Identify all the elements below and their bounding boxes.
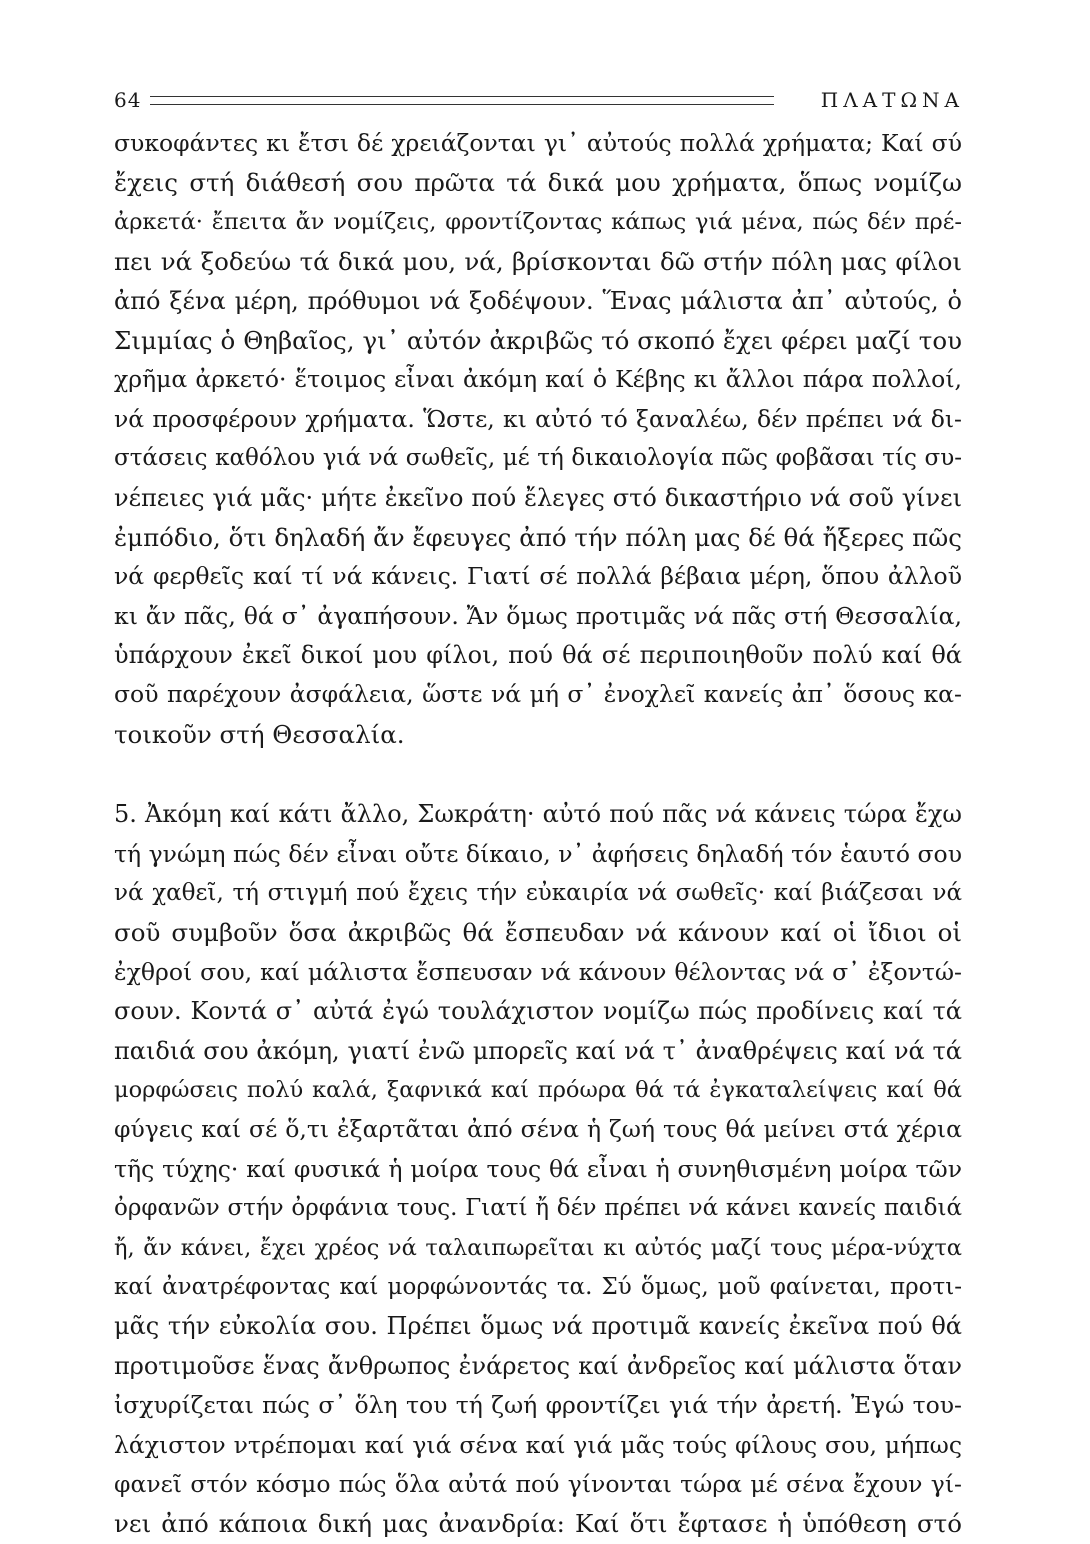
text-line: φύγεις καί σέ ὅ,τι ἐξαρτᾶται ἀπό σένα ἡ ζωή τους θά μείνει στά χέρια <box>114 1115 962 1144</box>
text-line: τῆς τύχης· καί φυσικά ἡ μοίρα τους θά εἶναι ἡ συνηθισμένη μοίρα τῶν <box>114 1154 962 1183</box>
text-line: στάσεις καθόλου γιά νά σωθεῖς, μέ τή δικαιολογία πῶς φοβᾶσαι τίς συ- <box>114 445 962 472</box>
text-line: νά φερθεῖς καί τί νά κάνεις. Γιατί σέ πολλά βέβαια μέρη, ὅπου ἀλλοῦ <box>114 562 962 591</box>
text-line: νά χαθεῖ, τή στιγμή πού ἔχεις τήν εὐκαιρία νά σωθεῖς· καί βιάζεσαι νά <box>114 880 962 907</box>
text-line: ἐμπόδιο, ὅτι δηλαδή ἄν ἔφευγες ἀπό τήν πόλη μας δέ θά ἤξερες πῶς <box>114 522 962 552</box>
paragraph-gap <box>114 754 962 795</box>
text-line: λάχιστον ντρέπομαι καί γιά σένα καί γιά μᾶς τούς φίλους σου, μήπως <box>114 1430 962 1459</box>
text-line: ἀπό ξένα μέρη, πρόθυμοι νά ξοδέψουν. Ἕνας μάλιστα ἀπ᾽ αὐτούς, ὁ <box>114 286 962 315</box>
text-line: ἔχεις στή διάθεσή σου πρῶτα τά δικά μου χρήματα, ὅπως νομίζω <box>114 168 962 198</box>
header-double-rule <box>150 96 774 105</box>
page-header <box>114 86 964 114</box>
text-line: μορφώσεις πολύ καλά, ξαφνικά καί πρόωρα θά τά ἐγκαταλείψεις καί θά <box>114 1076 962 1103</box>
text-line: συκοφάντες κι ἔτσι δέ χρειάζονται γι᾽ αὐτούς πολλά χρήματα; Καί σύ <box>114 129 962 157</box>
text-line: προτιμοῦσε ἕνας ἄνθρωπος ἐνάρετος καί ἀνδρεῖος καί μάλιστα ὅταν <box>114 1351 962 1380</box>
text-line: πει νά ξοδεύω τά δικά μου, νά, βρίσκονται δῶ στήν πόλη μας φίλοι <box>114 247 962 277</box>
paragraph-2 <box>114 795 962 1543</box>
text-line: ἰσχυρίζεται πώς σ᾽ ὅλη του τή ζωή φροντίζει γιά τήν ἀρετή. Ἐγώ του- <box>114 1391 962 1420</box>
text-line: καί ἀνατρέφοντας καί μορφώνοντάς τα. Σύ ὅμως, μοῦ φαίνεται, προτι- <box>114 1273 962 1300</box>
text-line: παιδιά σου ἀκόμη, γιατί ἐνῶ μπορεῖς καί νά τ᾽ ἀναθρέψεις καί νά τά <box>114 1036 962 1065</box>
text-line: ἀρκετά· ἔπειτα ἄν νομίζεις, φροντίζοντας κάπως γιά μένα, πώς δέν πρέ- <box>114 208 962 235</box>
text-line: κι ἄν πᾶς, θά σ᾽ ἀγαπήσουν. Ἄν ὅμως προτιμᾶς νά πᾶς στή Θεσσαλία, <box>114 601 962 630</box>
text-line: ὑπάρχουν ἐκεῖ δικοί μου φίλοι, πού θά σέ περιποιηθοῦν πολύ καί θά <box>114 641 962 670</box>
text-line: φανεῖ στόν κόσμο πώς ὅλα αὐτά πού γίνονται τώρα μέ σένα ἔχουν γί- <box>114 1469 962 1498</box>
text-line: σοῦ παρέχουν ἀσφάλεια, ὥστε νά μή σ᾽ ἐνοχλεῖ κανείς ἀπ᾽ ὅσους κα- <box>114 680 962 709</box>
text-line: μᾶς τήν εὐκολία σου. Πρέπει ὅμως νά προτιμᾶ κανείς ἐκεῖνα πού θά <box>114 1312 962 1341</box>
text-line: τοικοῦν στή Θεσσαλία. <box>114 719 405 749</box>
text-line: Σιμμίας ὁ Θηβαῖος, γι᾽ αὐτόν ἀκριβῶς τό σκοπό ἔχει φέρει μαζί του <box>114 325 962 355</box>
text-line: σοῦ συμβοῦν ὅσα ἀκριβῶς θά ἔσπευδαν νά κάνουν καί οἱ ἴδιοι οἱ <box>114 918 962 948</box>
paragraph-1 <box>114 124 962 754</box>
text-line: τή γνώμη πώς δέν εἶναι οὔτε δίκαιο, ν᾽ ἀφήσεις δηλαδή τόν ἑαυτό σου <box>114 839 962 868</box>
text-line: ἐχθροί σου, καί μάλιστα ἔσπευσαν νά κάνουν θέλοντας νά σ᾽ ἐξοντώ- <box>114 957 962 986</box>
text-line: νά προσφέρουν χρήματα. Ὥστε, κι αὐτό τό ξαναλέω, δέν πρέπει νά δι- <box>114 404 962 433</box>
text-line: σουν. Κοντά σ᾽ αὐτά ἐγώ τουλάχιστον νομίζω πώς προδίνεις καί τά <box>114 997 962 1026</box>
text-line: ἤ, ἄν κάνει, ἔχει χρέος νά ταλαιπωρεῖται κι αὐτός μαζί τους μέρα-νύχτα <box>114 1234 962 1261</box>
page-number: 64 <box>114 88 142 112</box>
text-line: νει ἀπό κάποια δική μας ἀνανδρία: Καί ὅτι ἔφτασε ἡ ὑπόθεση στό <box>114 1509 962 1539</box>
text-line: ὀρφανῶν στήν ὀρφάνια τους. Γιατί ἤ δέν πρέπει νά κάνει κανείς παιδιά <box>114 1195 962 1222</box>
text-line: νέπειες γιά μᾶς· μήτε ἐκεῖνο πού ἔλεγες στό δικαστήριο νά σοῦ γίνει <box>114 483 962 512</box>
body-text <box>114 124 962 1544</box>
running-title: ΠΛΑΤΩΝΑ <box>820 88 964 112</box>
text-line: χρῆμα ἀρκετό· ἕτοιμος εἶναι ἀκόμη καί ὁ Κέβης κι ἄλλοι πάρα πολλοί, <box>114 365 962 394</box>
text-line: 5. Ἀκόμη καί κάτι ἄλλο, Σωκράτη· αὐτό πού πᾶς νά κάνεις τώρα ἔχω <box>114 800 962 829</box>
